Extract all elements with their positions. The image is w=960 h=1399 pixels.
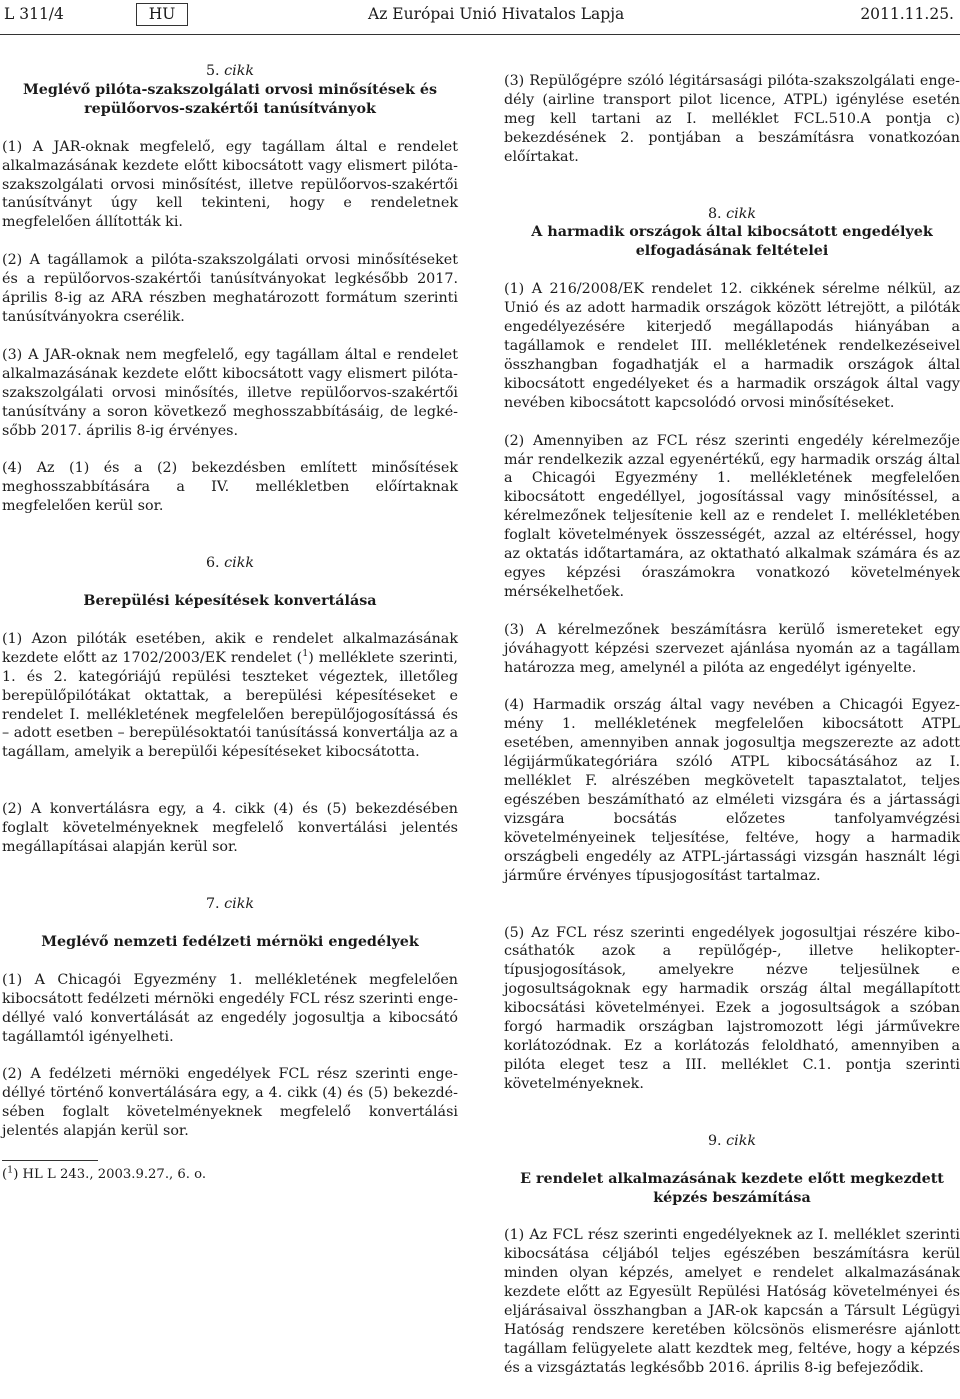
article-7-number: 7. cikk [205,896,255,912]
page-reference: L 311/4 [4,5,64,23]
article-5-paragraph-1: (1) A JAR-oknak megfelelő, egy tagállam által e rendelet alkalmazásának kezdete előtt kibocsátott vagy elismert pilótaszakszolgálati orvosi minősítést, illetve repülőorvos-szakértői tanúsítványt úgy kell tekinteni, hogy e rendeletnek megfelelően állították ki. [2,138,458,231]
article-8-paragraph-4: (4) Harmadik ország által vagy nevében a Chicagói Egyezmény 1. mellékletének megfelelően kibocsátott ATPL esetében, amennyiben annak jogosultja megszerezte az adott légijárműkategóriára szóló ATPL kibocsátásához az I. melléklet F. alrészében megkövetelt tapasztalatot, teljes egészében beszámítható az elméleti vizsgára és a jártassági vizsgára bocsátás előzetes tanfolyamvégzési követelményeinek teljesítése, feltéve, hogy a harmadik országbeli engedély az ATPL-jártassági vizsgán használt légi járműre érvényes típusjogosítást tartalmaz. [504,697,960,884]
article-6-title: Berepülési képesítések konvertálása [83,593,377,610]
article-5-paragraph-2: (2) A tagállamok a pilóta-szakszolgálati orvosi minősítéseket és a repülőorvos-szakértői tanúsítványokat legkésőbb 2017. április 8-ig az ARA részben meghatározott formátum szerinti tanúsítványokra cserélik. [2,252,458,325]
article-7-title: Meglévő nemzeti fedélzeti mérnöki engedélyek [41,933,419,950]
journal-title: Az Európai Unió Hivatalos Lapja [368,5,625,23]
article-8-paragraph-5: (5) Az FCL rész szerinti engedélyek jogosultjai részére kibocsáthatók azok a repülőgép-, illetve helikopter-típusjogosítások, amelyekre nézve teljesülnek e jogosultságoknak egy harmadik ország által megállapított kibocsátási követelményei. Ezek a jogosultságok a szóban forgó harmadik országban lajstromozott légi járművekre korlátozódnak. Ez a korlátozás feloldható, amennyiben a pilóta eleget tesz a III. melléklet C.1. pontja szerinti követelményeknek. [504,924,960,1092]
article-8-paragraph-1: (1) A 216/2008/EK rendelet 12. cikkének sérelme nélkül, az Unió és az adott harmadik országok között létrejött, a pilóták engedélyezésére kiterjedő megállapodás hiányában a tagállamok e rendelet III. mellékletének rendelkezéseivel összhangban fogadhatják el a harmadik országok által kibocsátott engedélyeket és a harmadik országok által vagy nevében kibocsátott kapcsolódó orvosi minősítéseket. [504,281,960,411]
article-9-paragraph-1: (1) Az FCL rész szerinti engedélyeknek az I. melléklet szerinti kibocsátása céljából teljes egészében beszámításra kerül minden olyan képzés, amelyet e rendelet alkalmazásának kezdete előtt az Egyesült Repülési Hatóság követelményei és eljárásaival összhangban a JAR-ok kapcsán a Társult Légügyi Hatóság rendszere keretében kölcsönös elismerésre ajánlott tagállam felügyelete alatt kezdtek meg, feltéve, hogy a képzés és a vizsgáztatás legkésőbb 2016. április 8-ig befejeződik. [504,1227,960,1376]
article-7-paragraph-3: (3) Repülőgépre szóló légitársasági pilóta-szakszolgálati engedély (airline transport pilot licence, ATPL) igénylése esetén meg kell tartani az I. melléklet FCL.510.A pontja c) bekezdésének 2. pontjában a beszámításra vonatkozóan előírtakat. [504,73,960,165]
article-6-paragraph-1: (1) Azon pilóták esetében, akik e rendelet alkalmazásának kezdete előtt az 1702/2003/EK rendelet ($^1$) melléklete szerinti, 1. és 2. kategóriájú repülési teszteket végeztek, illetőleg berepülőpilótákat oktattak, a berepülési képesítéseket e rendelet I. mellékletének megfelelően berepülőjogosítássá és – adott esetben – berepülésoktatói tanúsítássá konvertálja az a tagállam, amelyik a berepülői képesítéseket kibocsátotta. [2,630,458,761]
article-6-number: 6. cikk [205,555,255,572]
footnote-rule [2,1160,98,1161]
article-5-number: 5. cikk [205,63,255,79]
article-8-title: A harmadik országok által kibocsátott engedélyek elfogadásának feltételei [531,224,933,260]
article-7-paragraph-2: (2) A fedélzeti mérnöki engedélyek FCL rész szerinti engedéllyé történő konvertálására egy, a 4. cikk (4) és (5) bekezdésében foglalt követelményeknek megfelelő konvertálási jelentés alapján kerül sor. [2,1066,458,1140]
article-9-title: E rendelet alkalmazásának kezdete előtt megkezdett képzés beszámítása [520,1170,944,1206]
article-8-paragraph-2: (2) Amennyiben az FCL rész szerinti engedély kérelmezője már rendelkezik azzal egyenértékű, egy harmadik ország által a Chicagói Egyezmény 1. mellékletének megfelelően kibocsátott engedéllyel, jogosítással vagy minősítéssel, a kérelmezőnek teljesítenie kell az e rendelet I. mellékletében foglalt követelmények összességét, azzal az eltéréssel, hogy az oktatás időtartamára, az oktatható alkalmak számára és az egyes képzési óraszámokra vonatkozó követelmények mérsékelhetőek. [504,432,960,600]
page-header [0,0,960,34]
left-column [2,62,458,1183]
article-6-paragraph-2: (2) A konvertálásra egy, a 4. cikk (4) és (5) bekezdésében foglalt követelményeknek megfelelő konvertálási jelentés megállapításai alapján kerül sor. [2,801,458,856]
footnote: ($^1$) HL L 243., 2003.9.27., 6. o. [2,1164,207,1183]
article-8-paragraph-3: (3) A kérelmezőnek beszámításra kerülő ismereteket egy jóváhagyott képzési szervezet ajánlása nyomán az a tagállam határozza meg, amelynél a pilóta az engedélyt igényelte. [504,621,960,676]
language-code-box: HU [136,3,188,26]
article-5-title: Meglévő pilóta-szakszolgálati orvosi minősítések és repülőorvos-szakértői tanúsítványok [22,81,438,117]
right-column [504,62,960,1397]
publication-date: 2011.11.25. [860,5,954,23]
article-8-number: 8. cikk [707,205,757,222]
article-5-paragraph-4: (4) Az (1) és a (2) bekezdésben említett minősítések meghosszabbítására a IV. mellékletben előírtaknak megfelelően kerül sor. [2,460,458,515]
article-5-paragraph-3: (3) A JAR-oknak nem megfelelő, egy tagállam által e rendelet alkalmazásának kezdete előtt kibocsátott vagy elismert pilótaszakszolgálati orvosi minősítés, illetve repülőorvos-szakértői tanúsítvány a soron következő meghosszabbításáig, de legkésőbb 2017. április 8-ig érvényes. [2,346,458,439]
header-rule [0,34,960,35]
article-9-number: 9. cikk [707,1132,757,1149]
article-7-paragraph-1: (1) A Chicagói Egyezmény 1. mellékletének megfelelően kibocsátott fedélzeti mérnöki engedély FCL rész szerinti engedéllyé való konvertálását az engedély jogosultja a kibocsátó tagállamtól igényelheti. [2,971,458,1045]
